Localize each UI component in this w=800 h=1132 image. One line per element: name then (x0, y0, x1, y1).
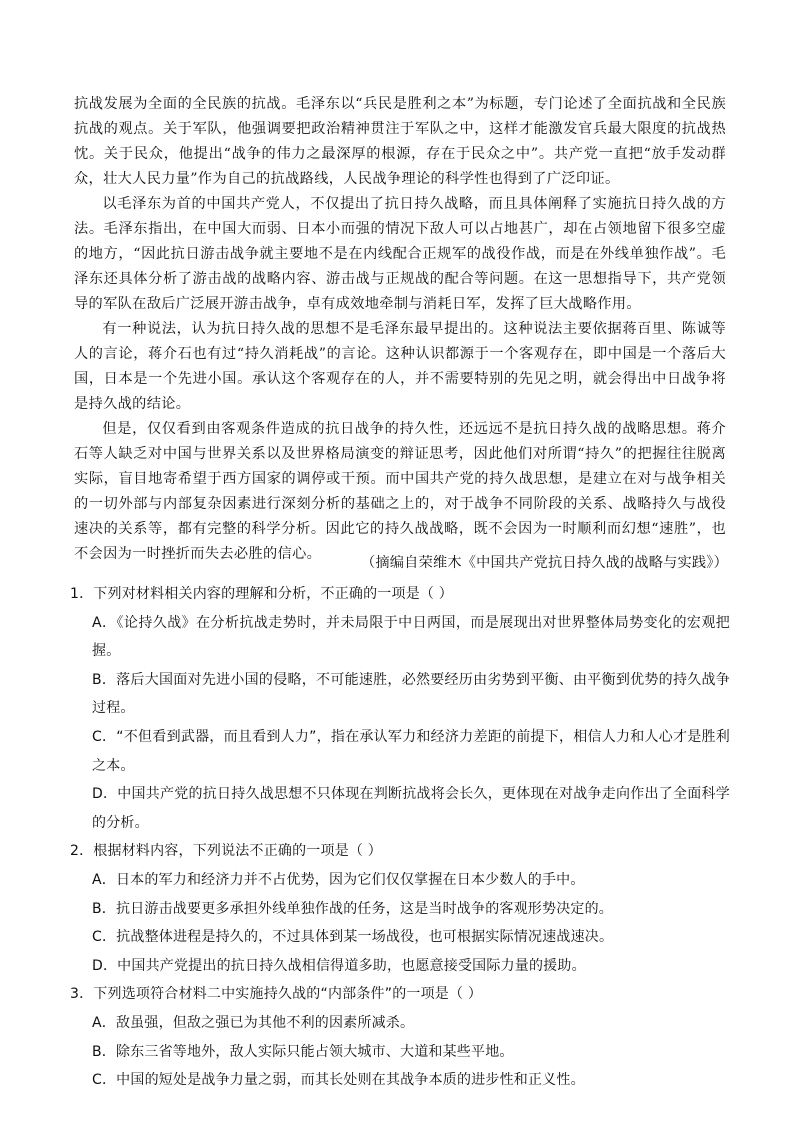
option-a: A．《论持久战》在分析抗战走势时，并未局限于中日两国，而是展现出对世界整体局势变化的宏观把握。 (92, 614, 730, 660)
reading-passage (74, 92, 726, 567)
question-stem: 1．下列对材料相关内容的理解和分析，不正确的一项是（ ） (70, 586, 453, 602)
option-d: D．中国共产党的抗日持久战思想不只体现在判断抗战将会长久，更体现在对战争走向作出了全面科学的分析。 (92, 786, 730, 831)
question-1 (70, 580, 730, 837)
option-d: D．中国共产党提出的抗日持久战相信得道多助，也愿意接受国际力量的援助。 (92, 957, 586, 974)
passage-paragraph-2: 以毛泽东为首的中国共产党人，不仅提出了抗日持久战略，而且具体阐释了实施抗日持久战的方法。毛泽东指出，在中国大而弱、日本小而强的情况下敌人可以占地甚广，却在占领地留下很多空虚的地方，“因此抗日游击战争就主要地不是在内线配合正规军的战役作战，而是在外线单独作战”。毛泽东还具体分析了游击战的战略内容、游击战与正规战的配合等问题。在这一思想指导下，共产党领导的军队在敌后广泛展开游击战争，卓有成效地牵制与消耗日军，发挥了巨大战略作用。 (74, 196, 726, 312)
option-c: C．抗战整体进程是持久的，不过具体到某一场战役，也可根据实际情况速战速决。 (92, 929, 614, 946)
option-a: A．敌虽强，但敌之强已为其他不利的因素所减杀。 (92, 1014, 415, 1031)
question-stem: 3．下列选项符合材料二中实施持久战的“内部条件”的一项是（ ） (70, 986, 483, 1003)
passage-paragraph-3: 有一种说法，认为抗日持久战的思想不是毛泽东最早提出的。这种说法主要依据蒋百里、陈诚等人的言论，蒋介石也有过“持久消耗战”的言论。这种认识都源于一个客观存在，即中国是一个落后大国，日本是一个先进小国。承认这个客观存在的人，并不需要特别的先见之明，就会得出中日战争将是持久战的结论。 (74, 321, 726, 412)
option-b: B．除东三省等地外，敌人实际只能占领大城市、大道和某些平地。 (92, 1043, 514, 1060)
question-3 (70, 980, 730, 1094)
question-list (70, 580, 730, 1095)
option-c: C．中国的短处是战争力量之弱，而其长处则在其战争本质的进步性和正义性。 (92, 1072, 585, 1089)
option-a: A．日本的军力和经济力并不占优势，因为它们仅仅掌握在日本少数人的手中。 (92, 871, 585, 888)
question-2 (70, 837, 730, 980)
option-b: B．抗日游击战要更多承担外线单独作战的任务，这是当时战争的客观形势决定的。 (92, 900, 614, 917)
option-b: B．落后大国面对先进小国的侵略，不可能速胜，必然要经历由劣势到平衡、由平衡到优势的持久战争过程。 (92, 671, 730, 717)
passage-paragraph-1: 抗战发展为全面的全民族的抗战。毛泽东以“兵民是胜利之本”为标题，专门论述了全面抗战和全民族抗战的观点。关于军队，他强调要把政治精神贯注于军队之中，这样才能激发官兵最大限度的抗战热忱。关于民众，他提出“战争的伟力之最深厚的根源，存在于民众之中”。共产党一直把“放手发动群众，壮大人民力量”作为自己的抗战路线，人民战争理论的科学性也得到了广泛印证。 (74, 96, 726, 187)
passage-source: （摘编自荣维木《中国共产党抗日持久战的战略与实践》） (361, 555, 728, 571)
passage-paragraph-4: 但是，仅仅看到由客观条件造成的抗日战争的持久性，还远远不是抗日持久战的战略思想。蒋介石等人缺乏对中国与世界关系以及世界格局演变的辩证思考，因此他们对所谓“持久”的把握往往脱离实际，盲目地寄希望于西方国家的调停或干预。而中国共产党的持久战思想，是建立在对与战争相关的一切外部与内部复杂因素进行深刻分析的基础之上的，对于战争不同阶段的关系、战略持久与战役速决的关系等，都有完整的科学分析。因此它的持久战战略，既不会因为一时顺利而幻想“速胜”，也不会因为一时挫折而失去必胜的信心。 (74, 421, 726, 562)
option-c: C．“不但看到武器，而且看到人力”，指在承认军力和经济力差距的前提下，相信人力和人心才是胜利之本。 (92, 728, 730, 774)
question-stem: 2．根据材料内容，下列说法不正确的一项是（ ） (70, 843, 382, 860)
